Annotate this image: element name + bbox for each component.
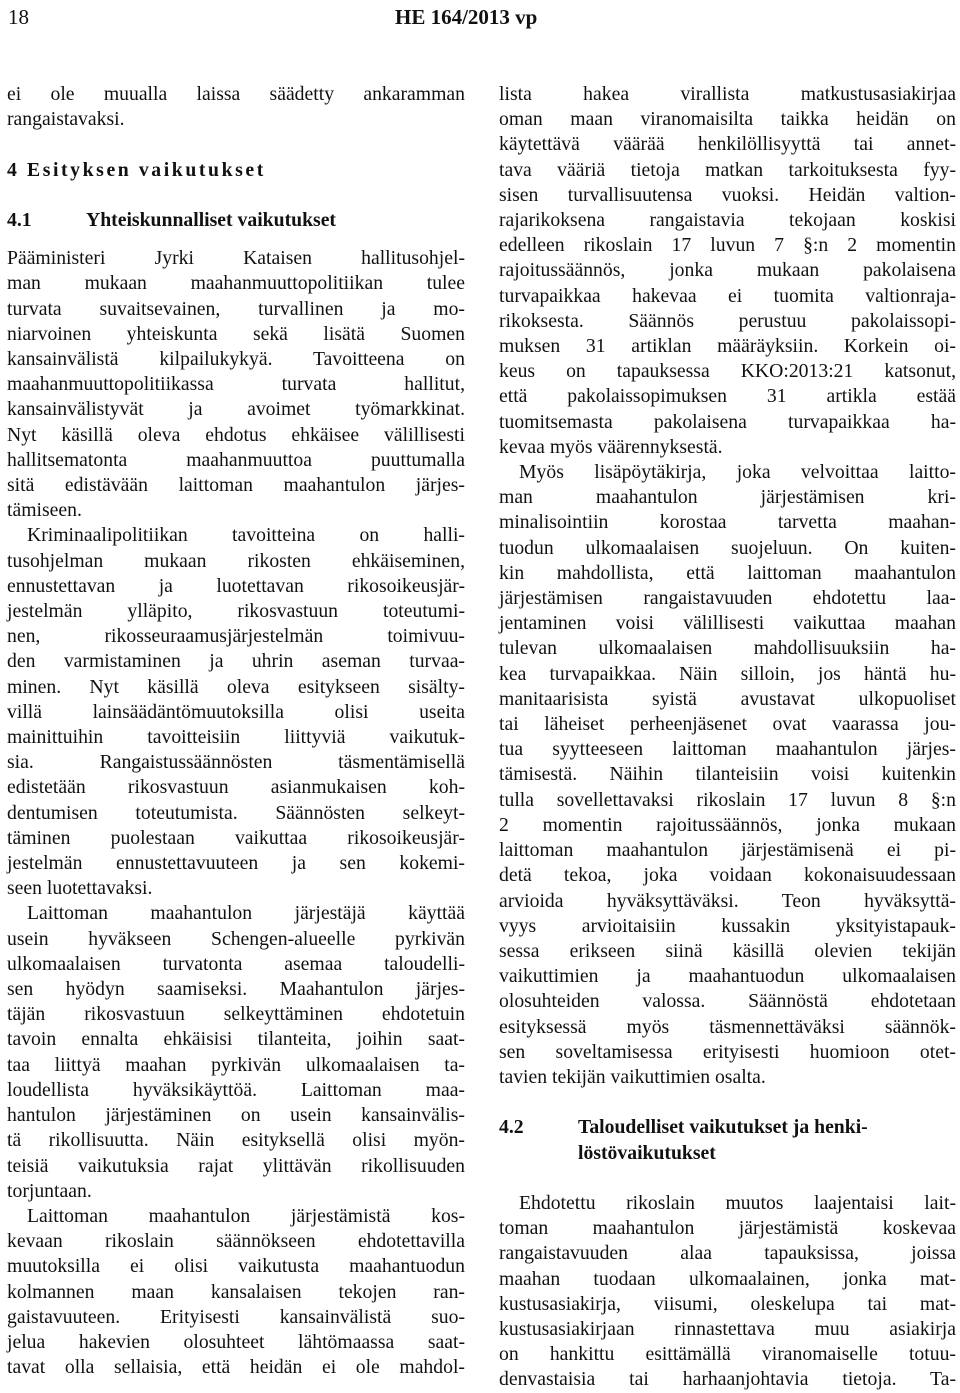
text-line: hallitsematonta maahanmuuttoa puuttumalla: [7, 448, 465, 471]
text-line: tulevan ulkomaalaisen mahdollisuuksiin ha-: [499, 637, 956, 660]
section-title: Yhteiskunnalliset vaikutukset: [86, 208, 336, 231]
text-line: muksen 31 artiklan määräyksiin. Korkein oi-: [499, 335, 956, 358]
text-line: tava vääriä tietoja matkan tarkoituksesta fyy-: [499, 158, 956, 181]
text-line: kevaa myös väärennyksestä.: [499, 435, 723, 458]
text-line: tulla sovellettavaksi rikoslain 17 luvun 8 §:n: [499, 788, 956, 811]
text-line: Pääministeri Jyrki Kataisen hallitusohjel-: [7, 247, 465, 270]
text-line: sessa erikseen siinä käsillä olevien tekijän: [499, 939, 956, 962]
paragraph: [7, 246, 465, 523]
text-line: ei ole muualla laissa säädetty ankaramman: [7, 83, 465, 105]
section-title: [578, 1115, 868, 1165]
text-line: rajoitussäännös, jonka mukaan pakolaisena: [499, 259, 956, 282]
text-line: rangaistavuuden alaa tapauksissa, joissa: [499, 1242, 956, 1265]
section-title-line: Taloudelliset vaikutukset ja henki-: [578, 1116, 868, 1139]
text-line: toman maahantulon järjestämistä koskevaa: [499, 1217, 956, 1240]
text-line: tavien tekijän vaikuttimien osalta.: [499, 1065, 766, 1088]
text-line: täminen puolestaan vaikuttaa rikosoikeusjär-: [7, 826, 465, 849]
text-line: kolmannen maan kansalaisen tekojen ran-: [7, 1280, 465, 1303]
text-line: manitaarisista syistä avustavat ulkopuoliset: [499, 687, 956, 710]
text-line: jestelmän ennustettavuuteen ja sen kokemi-: [7, 852, 465, 875]
text-line: denvastaisia tai harhaanjohtavia tietoja. Ta-: [499, 1368, 956, 1391]
text-line: minalisointiin korostaa tarvetta maahan-: [499, 511, 956, 534]
text-line: jestelmän ylläpito, rikosvastuun toteutumi-: [7, 600, 465, 623]
text-line: turvata suvaitsevainen, turvallinen ja mo-: [7, 297, 465, 320]
text-line: turvapaikkaa hakevaa ei tuomita valtionraja-: [499, 284, 956, 307]
text-line: tua syytteeseen laittoman maahantulon järjes-: [499, 738, 956, 761]
text-line: tä rikollisuutta. Näin esityksellä olisi myön-: [7, 1129, 465, 1152]
text-line: tavat olla sellaisia, että heidän ei ole mahdol-: [7, 1356, 465, 1379]
text-line: seen luotettavaksi.: [7, 877, 153, 900]
text-line: tusohjelman mukaan rikosten ehkäiseminen,: [7, 549, 465, 572]
text-line: dentumisen toteutumista. Säännösten selkeyt-: [7, 801, 465, 824]
text-line: niarvoinen yhteiskunta sekä lisätä Suomen: [7, 322, 465, 345]
text-line: vaikuttimien ja maahantuodun ulkomaalaisen: [499, 965, 956, 988]
text-line: gaistavuuteen. Erityisesti kansainvälistä suo-: [7, 1305, 465, 1328]
section-heading-4-2: [499, 1115, 956, 1165]
text-line: keus on tapauksessa KKO:2013:21 katsonut,: [499, 360, 956, 383]
text-line: hantulon järjestäminen on usein kansainvälis-: [7, 1104, 465, 1127]
paragraph: [499, 82, 956, 460]
text-line: Ehdotettu rikoslain muutos laajentaisi lait-: [519, 1191, 956, 1214]
text-line: Kriminaalipolitiikan tavoitteina on halli-: [27, 524, 465, 547]
text-line: detä tekoa, joka voidaan kokonaisuudessaan: [499, 864, 956, 887]
paragraph: [499, 460, 956, 1090]
text-line: tai läheiset perheenjäsenet ovat vaarassa jou-: [499, 713, 956, 736]
text-line: Laittoman maahantulon järjestäjä käyttää: [27, 902, 465, 925]
text-line: vyys arvioitaisiin kussakin yksityistapauk-: [499, 914, 956, 937]
text-line: on hankittu esittämällä viranomaiselle totuu-: [499, 1343, 956, 1366]
text-line: järjestämisen rangaistavuuden ehdotettu laa-: [499, 587, 956, 610]
section-number: 4.2: [499, 1116, 524, 1139]
paragraph: [7, 901, 465, 1203]
intro-paragraph: [7, 82, 465, 132]
paragraph: [499, 1191, 956, 1393]
text-line: kevaan rikoslain säännökseen ehdotettavilla: [7, 1230, 465, 1253]
text-line: kansainvälistä kilpailukykyä. Tavoitteena on: [7, 348, 465, 370]
text-line: lista hakea virallista matkustusasiakirjaa: [499, 83, 956, 105]
text-line: mainittuihin tavoitteisiin liittyviä vaikutuk-: [7, 726, 465, 749]
text-line: kea turvapaikkaa. Näin silloin, jos häntä hu-: [499, 662, 956, 685]
text-line: villä lainsäädäntömuutoksilla olisi useita: [7, 700, 465, 723]
text-line: minen. Nyt käsillä oleva esitykseen sisälty-: [7, 675, 465, 698]
text-line: den varmistaminen ja uhrin aseman turvaa-: [7, 650, 465, 673]
section-title-line: löstövaikutukset: [578, 1141, 716, 1164]
text-line: usein hyväkseen Schengen-alueelle pyrkivän: [7, 927, 465, 950]
text-line: Myös lisäpöytäkirja, joka velvoittaa laitto-: [519, 461, 956, 484]
text-line: ennustettavan ja luotettavan rikosoikeusjär-: [7, 574, 465, 597]
text-line: loudellista hyväksikäyttöä. Laittoman maa-: [7, 1078, 465, 1101]
text-line: tämiseen.: [7, 499, 82, 522]
text-line: edelleen rikoslain 17 luvun 7 §:n 2 momentin: [499, 234, 956, 257]
text-line: maahan tuodaan ulkomaalainen, jonka mat-: [499, 1267, 956, 1290]
text-line: ulkomaalaisen turvatonta asemaa taloudelli-: [7, 952, 465, 975]
text-line: man maahantulon järjestämisen kri-: [499, 486, 956, 509]
text-line: sen hyödyn saamiseksi. Maahantulon järjes-: [7, 978, 465, 1001]
text-line: nen, rikosseuraamusjärjestelmän toimivuu-: [7, 625, 465, 648]
text-line: rajarikoksena rangaistavia tekojaan koskisi: [499, 209, 956, 232]
text-line: oman maan viranomaisilta taikka heidän on: [499, 108, 956, 131]
text-line: täjän rikosvastuun selkeyttäminen ehdotetuin: [7, 1003, 465, 1026]
left-column: [7, 82, 465, 1380]
text-line: muutoksilla ei olisi vaikutusta maahantuodun: [7, 1255, 465, 1278]
text-line: torjuntaan.: [7, 1179, 92, 1202]
text-line: jentaminen voisi välillisesti vaikuttaa maahan: [499, 612, 956, 635]
text-line: sia. Rangaistussäännösten täsmentämisellä: [7, 751, 465, 774]
text-line: tavoin ennalta ehkäisisi tilanteita, joihin saat-: [7, 1028, 465, 1051]
text-line: Laittoman maahantulon järjestämistä kos-: [27, 1204, 465, 1227]
section-heading-4-1: [7, 208, 465, 233]
right-column: [499, 82, 956, 1393]
text-line: sen soveltamisessa erityisesti huomioon otet-: [499, 1040, 956, 1063]
text-line: että pakolaissopimuksen 31 artikla estää: [499, 385, 956, 408]
text-line: rangaistavaksi.: [7, 108, 125, 131]
text-line: kustusasiakirja, viisumi, oleskelupa tai mat-: [499, 1292, 956, 1315]
text-line: kustusasiakirjaan rinnastettava muu asiakirja: [499, 1317, 956, 1340]
text-line: tuodun ulkomaalaisen suojeluun. On kuiten-: [499, 536, 956, 559]
text-line: Nyt käsillä oleva ehdotus ehkäisee välillisesti: [7, 423, 465, 446]
text-line: kansainvälistyvät ja avoimet työmarkkinat.: [7, 398, 465, 421]
paragraph: [7, 523, 465, 901]
text-line: teisiä vaikutuksia rajat ylittävän rikollisuuden: [7, 1154, 465, 1177]
section-number: 4.1: [7, 208, 32, 231]
text-line: sitä edistävään laittoman maahantulon järjes-: [7, 474, 465, 497]
page-number: 18: [8, 5, 29, 29]
text-line: olosuhteiden valossa. Säännöstä ehdotetaan: [499, 990, 956, 1013]
text-line: kin mahdollista, että laittoman maahantulon: [499, 561, 956, 584]
text-line: sisen turvallisuutensa vuoksi. Heidän valtion-: [499, 183, 956, 206]
section-heading-4: 4 Esityksen vaikutukset: [7, 158, 266, 181]
text-line: rikoksesta. Säännös perustuu pakolaissopi-: [499, 309, 956, 332]
text-line: arvioida hyväksyttäväksi. Teon hyväksyttä-: [499, 889, 956, 912]
text-line: tuomitsemasta pakolaisena turvapaikkaa ha-: [499, 410, 956, 433]
text-line: esityksessä myös täsmennettäväksi säännök-: [499, 1015, 956, 1038]
text-line: 2 momentin rajoitussäännös, jonka mukaan: [499, 813, 956, 836]
text-line: edistetään rikosvastuun asianmukaisen koh-: [7, 776, 465, 799]
text-line: taa liittyä maahan pyrkivän ulkomaalaisen ta-: [7, 1053, 465, 1076]
text-line: man mukaan maahanmuuttopolitiikan tulee: [7, 272, 465, 295]
text-line: käytettävä väärää henkilöllisyyttä tai annet-: [499, 133, 956, 156]
text-line: laittoman maahantulon järjestämisenä ei pi-: [499, 839, 956, 862]
document-id: HE 164/2013 vp: [395, 5, 538, 29]
text-line: maahanmuuttopolitiikassa turvata hallitut,: [7, 373, 465, 396]
text-line: tämisestä. Näihin tilanteisiin voisi kuitenkin: [499, 763, 956, 786]
paragraph: [7, 1204, 465, 1380]
text-line: jelua hakevien olosuhteet lähtömaassa saat-: [7, 1330, 465, 1353]
page-header: [0, 0, 960, 40]
